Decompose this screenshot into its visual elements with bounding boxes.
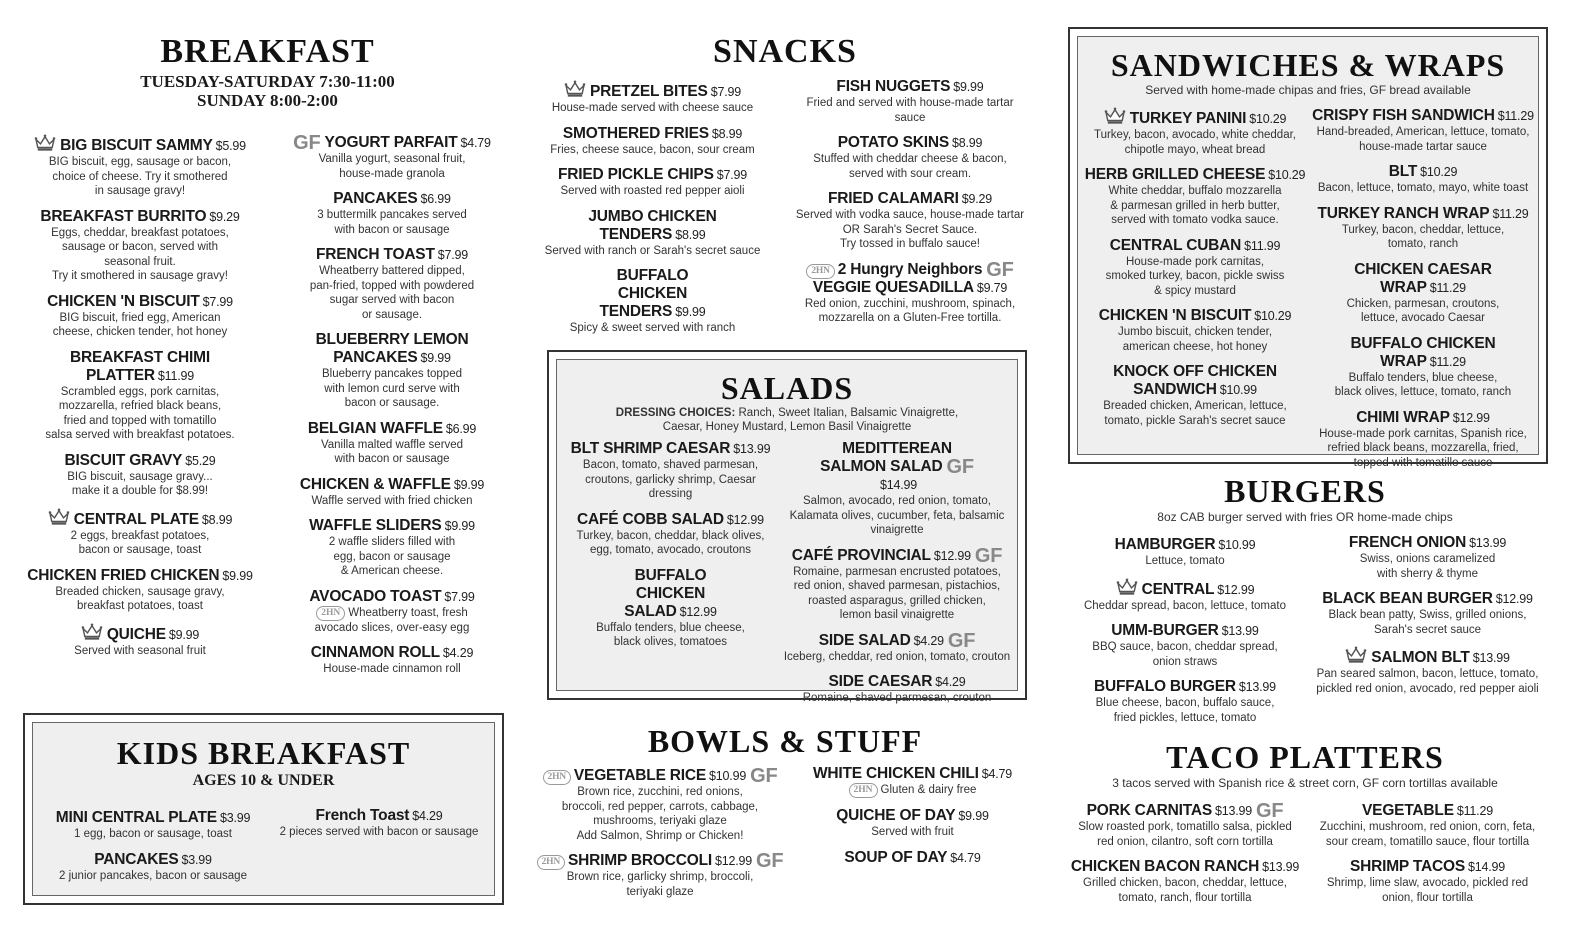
two-hungry-neighbors-icon: 2HN	[806, 264, 834, 279]
crown-icon	[48, 508, 70, 526]
tacos-section	[1060, 738, 1550, 790]
menu-item-smothered-fries: SMOTHERED FRIES $8.99 Fries, cheese sauce, bacon, sour cream	[550, 124, 755, 156]
breakfast-hours-sunday: SUNDAY 8:00-2:00	[197, 91, 338, 110]
menu-item-waffle-sliders: WAFFLE SLIDERS $9.99 2 waffle sliders filled with egg, bacon or sausage & American cheese.	[309, 517, 475, 577]
menu-item-central-burger: CENTRAL $12.99 Cheddar spread, bacon, lettuce, tomato	[1065, 578, 1305, 614]
menu-item-yogurt-parfait: GF YOGURT PARFAIT $4.79 Vanilla yogurt, seasonal fruit, house-made granola	[293, 132, 491, 180]
menu-item-central-cuban: CENTRAL CUBAN $11.99 House-made pork carnitas, smoked turkey, bacon, pickle swiss & spicy mustard	[1105, 236, 1285, 297]
menu-item-side-caesar: SIDE CAESAR $4.29 Romaine, shaved parmesan, crouton	[802, 673, 992, 704]
bowls-left-column	[535, 767, 785, 908]
snacks-left-column	[540, 80, 765, 345]
kids-breakfast-panel	[32, 722, 495, 896]
salads-left-column	[563, 440, 778, 659]
menu-item-salmon-blt: SALMON BLT $13.99 Pan seared salmon, bacon, lettuce, tomato, pickled red onion, avocado, red pepper aioli	[1305, 646, 1550, 696]
menu-item-kids-pancakes: PANCAKES $3.99 2 junior pancakes, bacon or sausage	[59, 850, 247, 882]
menu-item-white-chicken-chili: WHITE CHICKEN CHILI $4.79 2HN Gluten & dairy free	[812, 765, 1013, 796]
kids-breakfast-box	[23, 713, 504, 905]
sandwiches-box	[1068, 27, 1548, 469]
menu-item-chicken-bacon-ranch: CHICKEN BACON RANCH $13.99 Grilled chicken, bacon, cheddar, lettuce, tomato, ranch, flour tortilla	[1070, 858, 1300, 904]
menu-item-belgian-waffle: BELGIAN WAFFLE $6.99 Vanilla malted waffle served with bacon or sausage	[307, 419, 477, 465]
crown-icon	[34, 134, 56, 152]
gf-badge: GF	[947, 629, 976, 652]
crown-icon	[1345, 646, 1367, 664]
burgers-note: 8oz CAB burger served with fries OR home-made chips	[1157, 510, 1453, 524]
menu-item-buffalo-chicken-salad: BUFFALO CHICKEN SALAD $12.99 Buffalo tenders, blue cheese, black olives, tomatoes	[596, 566, 745, 648]
tacos-left-column	[1065, 802, 1305, 914]
menu-item-chicken-waffle: CHICKEN & WAFFLE $9.99 Waffle served with fried chicken	[299, 475, 485, 507]
menu-item-chicken-fried-chicken: CHICKEN FRIED CHICKEN $9.99 Breaded chicken, sausage gravy, breakfast potatoes, toast	[27, 566, 253, 612]
dressing-choices-2: Caesar, Honey Mustard, Lemon Basil Vinaigrette	[662, 421, 912, 433]
menu-item-vegetable-taco: VEGETABLE $11.29 Zucchini, mushroom, red onion, corn, feta, sour cream, tomatillo sauce, flour tortilla	[1319, 802, 1536, 848]
bowls-title: BOWLS & STUFF	[647, 723, 923, 759]
kids-right-column	[269, 807, 489, 849]
bowls-section	[540, 722, 1030, 760]
menu-item-turkey-ranch-wrap: TURKEY RANCH WRAP $11.29 Turkey, bacon, cheddar, lettuce, tomato, ranch	[1317, 204, 1529, 250]
snacks-title: SNACKS	[713, 33, 857, 70]
menu-item-quiche: QUICHE $9.99 Served with seasonal fruit	[20, 623, 260, 659]
gf-badge: GF	[974, 544, 1003, 567]
tacos-title: TACO PLATTERS	[1166, 739, 1444, 775]
menu-item-shrimp-broccoli: 2HN SHRIMP BROCCOLI $12.99 GF Brown rice, garlicky shrimp, broccoli, teriyaki glaze	[535, 852, 785, 899]
menu-item-medittereanean-salmon-salad: MEDITTEREAN SALMON SALAD GF $14.99 Salmon, avocado, red onion, tomato, Kalamata olives, cucumber, feta, balsamic vinaigrette	[789, 440, 1005, 536]
menu-item-pretzel-bites: PRETZEL BITES $7.99 House-made served with cheese sauce	[540, 80, 765, 116]
sandwiches-panel	[1077, 36, 1539, 469]
burgers-left-column	[1065, 536, 1305, 734]
menu-item-pancakes: PANCAKES $6.99 3 buttermilk pancakes served with bacon or sausage	[317, 190, 467, 236]
menu-item-quiche-of-day: QUICHE OF DAY $9.99 Served with fruit	[836, 807, 989, 838]
crown-icon	[1104, 107, 1126, 125]
menu-item-black-bean-burger: BLACK BEAN BURGER $12.99 Black bean patty, Swiss, grilled onions, Sarah's secret sauce	[1322, 590, 1533, 636]
menu-item-blt: BLT $10.29 Bacon, lettuce, tomato, mayo, white toast	[1317, 163, 1529, 194]
salads-title: SALADS	[720, 370, 854, 406]
gf-badge: GF	[756, 850, 784, 872]
salads-box	[547, 350, 1027, 704]
menu-item-french-onion: FRENCH ONION $13.99 Swiss, onions caramelized with sherry & thyme	[1348, 534, 1507, 580]
crown-icon	[81, 623, 103, 641]
breakfast-section	[20, 32, 515, 110]
menu-item-french-toast: FRENCH TOAST $7.99 Wheatberry battered dipped, pan-fried, topped with powdered sugar served with bacon or sausage.	[309, 246, 475, 321]
sandwiches-title: SANDWICHES & WRAPS	[1110, 47, 1506, 83]
menu-item-potato-skins: POTATO SKINS $8.99 Stuffed with cheddar cheese & bacon, served with sour cream.	[813, 134, 1007, 180]
menu-item-umm-burger: UMM-BURGER $13.99 BBQ sauce, bacon, cheddar spread, onion straws	[1092, 622, 1278, 668]
menu-item-chicken-caesar-wrap: CHICKEN CAESAR WRAP $11.29 Chicken, parmesan, croutons, lettuce, avocado Caesar	[1346, 260, 1500, 324]
sandwiches-right-column	[1310, 107, 1536, 479]
menu-item-herb-grilled-cheese: HERB GRILLED CHEESE $10.29 White cheddar, buffalo mozzarella & parmesan grilled in herb butter, served with tomato vodka sauce.	[1084, 166, 1306, 226]
snacks-right-column	[790, 78, 1030, 326]
kids-breakfast-title: KIDS BREAKFAST	[116, 735, 411, 771]
two-hungry-neighbors-icon: 2HN	[316, 606, 345, 621]
burgers-section	[1060, 472, 1550, 524]
menu-item-blt-shrimp-caesar: BLT SHRIMP CAESAR $13.99 Bacon, tomato, shaved parmesan, croutons, garlicky shrimp, Caesar dressing	[570, 440, 771, 500]
sandwiches-left-column	[1082, 107, 1308, 437]
menu-item-avocado-toast: AVOCADO TOAST $7.99 2HN Wheatberry toast, fresh avocado slices, over-easy egg	[309, 587, 475, 634]
two-hungry-neighbors-icon: 2HN	[543, 770, 571, 785]
tacos-right-column	[1305, 802, 1550, 914]
breakfast-title: BREAKFAST	[160, 33, 375, 70]
kids-breakfast-subtitle: AGES 10 & UNDER	[192, 772, 335, 789]
menu-item-sandwich-chicken-n-biscuit: CHICKEN 'N BISCUIT $10.29 Jumbo biscuit, chicken tender, american cheese, hot honey	[1098, 307, 1292, 353]
menu-item-veggie-quesadilla: 2HN 2 Hungry Neighbors GF VEGGIE QUESADILLA $9.79 Red onion, zucchini, mushroom, spinach, mozzarella on a Gluten-Free tortilla.	[804, 258, 1016, 324]
menu-item-cafe-cobb-salad: CAFÉ COBB SALAD $12.99 Turkey, bacon, cheddar, black olives, egg, tomato, avocado, croutons	[576, 510, 765, 556]
menu-item-fish-nuggets: FISH NUGGETS $9.99 Fried and served with house-made tartar sauce	[806, 78, 1014, 124]
menu-item-knock-off-chicken-sandwich: KNOCK OFF CHICKEN SANDWICH $10.99 Breaded chicken, American, lettuce, tomato, pickle Sarah's secret sauce	[1103, 363, 1287, 427]
menu-item-soup-of-day: SOUP OF DAY $4.79	[844, 848, 981, 866]
two-hungry-neighbors-icon: 2HN	[849, 783, 878, 798]
salads-panel	[556, 359, 1018, 704]
menu-item-fried-calamari: FRIED CALAMARI $9.29 Served with vodka sauce, house-made tartar OR Sarah's Secret Sauce. Try tossed in buffalo sauce!	[795, 190, 1025, 250]
crown-icon	[564, 80, 586, 98]
menu-item-breakfast-chimi-platter: BREAKFAST CHIMI PLATTER $11.99 Scrambled eggs, pork carnitas, mozzarella, refried black beans, fried and topped with tomatillo salsa served with breakfast potatoes.	[45, 348, 235, 441]
breakfast-hours-weekday: TUESDAY-SATURDAY 7:30-11:00	[140, 72, 395, 91]
crown-icon	[1116, 578, 1138, 596]
breakfast-right-column	[272, 134, 512, 686]
menu-item-buffalo-chicken-tenders: BUFFALO CHICKEN TENDERS $9.99 Spicy & sweet served with ranch	[569, 267, 736, 334]
menu-item-side-salad: SIDE SALAD $4.29 GF Iceberg, cheddar, red onion, tomato, crouton	[783, 629, 1011, 663]
menu-item-blueberry-lemon-pancakes: BLUEBERRY LEMON PANCAKES $9.99 Blueberry pancakes topped with lemon curd serve with bacon or sausage.	[315, 331, 469, 409]
menu-item-kids-french-toast: French Toast $4.29 2 pieces served with bacon or sausage	[279, 807, 479, 838]
menu-item-vegetable-rice: 2HN VEGETABLE RICE $10.99 GF Brown rice, zucchini, red onions, broccoli, red pepper, carrots, cabbage, mushrooms, teriyaki glaze Add Salmon, Shrimp or Chicken!	[535, 767, 785, 843]
gf-badge: GF	[750, 765, 778, 787]
dressing-choices: DRESSING CHOICES: Ranch, Sweet Italian, Balsamic Vinaigrette,	[615, 407, 959, 419]
bowls-right-column	[795, 765, 1030, 876]
menu-item-hamburger: HAMBURGER $10.99 Lettuce, tomato	[1114, 536, 1256, 567]
gf-badge: GF	[1256, 800, 1284, 822]
menu-item-mini-central-plate: MINI CENTRAL PLATE $3.99 1 egg, bacon or sausage, toast	[55, 809, 251, 840]
menu-item-cinnamon-roll: CINNAMON ROLL $4.29 House-made cinnamon roll	[310, 644, 474, 675]
gf-badge: GF	[986, 258, 1014, 281]
breakfast-left-column	[20, 134, 260, 667]
gf-badge: GF	[946, 456, 974, 478]
gf-badge: GF	[293, 132, 321, 154]
menu-item-crispy-fish-sandwich: CRISPY FISH SANDWICH $11.29 Hand-breaded, American, lettuce, tomato, house-made tartar sauce	[1312, 107, 1534, 153]
menu-item-chicken-n-biscuit: CHICKEN 'N BISCUIT $7.99 BIG biscuit, fried egg, American cheese, chicken tender, hot honey	[47, 292, 233, 338]
menu-item-breakfast-burrito: BREAKFAST BURRITO $9.29 Eggs, cheddar, breakfast potatoes, sausage or bacon, served with seasonal fruit. Try it smothered in sausage gravy!	[40, 207, 240, 282]
menu-item-cafe-provincial: CAFÉ PROVINCIAL $12.99 GF Romaine, parmesan encrusted potatoes, red onion, shaved parmesan, pistachios, roasted asparagus, grilled chicken, lemon basil vinaigrette	[791, 544, 1003, 621]
menu-item-buffalo-burger: BUFFALO BURGER $13.99 Blue cheese, bacon, buffalo sauce, fried pickles, lettuce, tomato	[1094, 678, 1276, 724]
menu-item-buffalo-chicken-wrap: BUFFALO CHICKEN WRAP $11.29 Buffalo tenders, blue cheese, black olives, lettuce, tomato, ranch	[1334, 334, 1512, 398]
kids-left-column	[43, 809, 263, 892]
burgers-title: BURGERS	[1224, 473, 1386, 509]
burgers-right-column	[1305, 534, 1550, 705]
snacks-section	[540, 32, 1030, 72]
salads-right-column	[783, 440, 1011, 715]
menu-item-central-plate: CENTRAL PLATE $8.99 2 eggs, breakfast potatoes, bacon or sausage, toast	[20, 508, 260, 558]
menu-item-shrimp-tacos: SHRIMP TACOS $14.99 Shrimp, lime slaw, avocado, pickled red onion, flour tortilla	[1326, 858, 1529, 904]
menu-item-turkey-panini: TURKEY PANINI $10.29 Turkey, bacon, avocado, white cheddar, chipotle mayo, wheat bread	[1082, 107, 1308, 157]
sandwiches-note: Served with home-made chipas and fries, GF bread available	[1145, 83, 1471, 97]
menu-item-fried-pickle-chips: FRIED PICKLE CHIPS $7.99 Served with roasted red pepper aioli	[557, 166, 747, 197]
menu-item-big-biscuit-sammy: BIG BISCUIT SAMMY $5.99 BIG biscuit, egg, sausage or bacon, choice of cheese. Try it smothered in sausage gravy!	[20, 134, 260, 199]
two-hungry-neighbors-icon: 2HN	[537, 855, 565, 870]
menu-item-chimi-wrap: CHIMI WRAP $12.99 House-made pork carnitas, Spanish rice, refried black beans, mozzarella, fried, topped with tomatillo sauce	[1319, 408, 1527, 469]
tacos-note: 3 tacos served with Spanish rice & street corn, GF corn tortillas available	[1112, 776, 1498, 790]
menu-item-biscuit-gravy: BISCUIT GRAVY $5.29 BIG biscuit, sausage gravy... make it a double for $8.99!	[64, 451, 216, 497]
menu-item-pork-carnitas: PORK CARNITAS $13.99 GF Slow roasted pork, tomatillo salsa, pickled red onion, cilantro, soft corn tortilla	[1078, 800, 1292, 848]
menu-item-jumbo-chicken-tenders: JUMBO CHICKEN TENDERS $8.99 Served with ranch or Sarah's secret sauce	[544, 207, 761, 257]
